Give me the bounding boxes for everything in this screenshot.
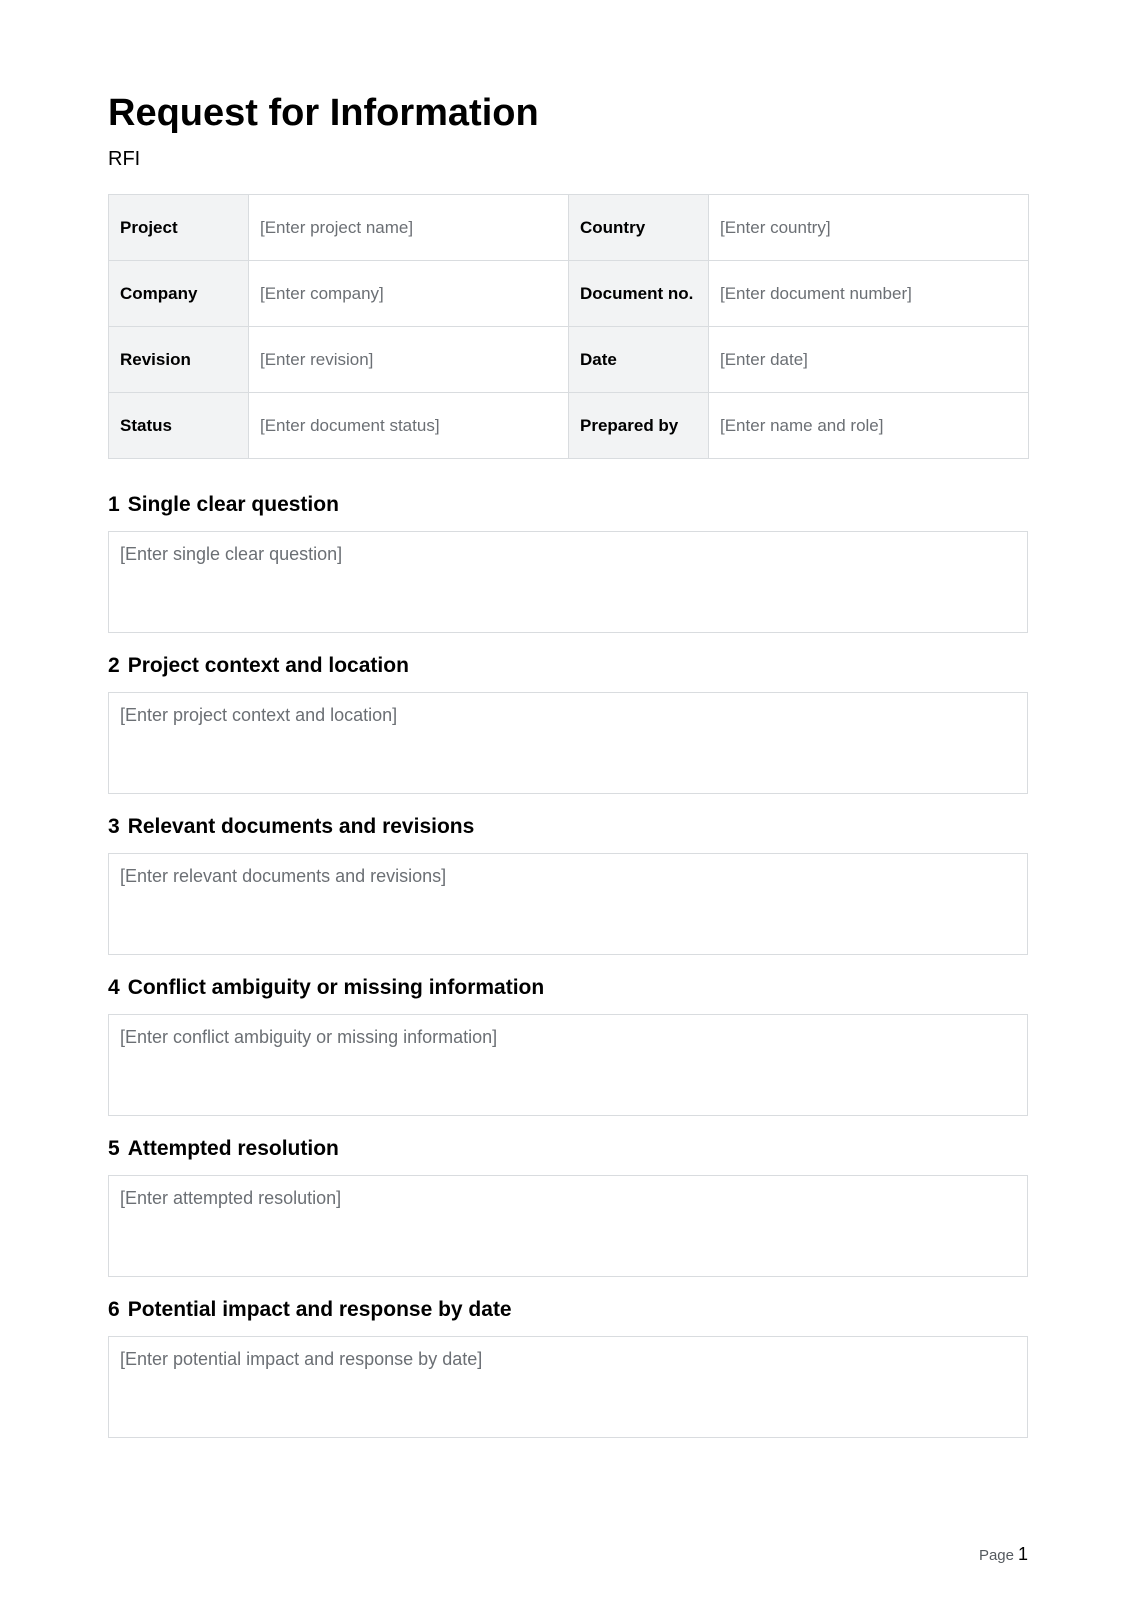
section-single-clear-question	[108, 491, 1028, 633]
section-conflict-ambiguity	[108, 974, 1028, 1116]
date-field[interactable]: [Enter date]	[709, 327, 1029, 393]
document-number-label: Document no.	[569, 261, 709, 327]
date-label: Date	[569, 327, 709, 393]
section-heading	[108, 974, 1028, 1002]
status-label: Status	[109, 393, 249, 459]
potential-impact-field[interactable]: [Enter potential impact and response by date]	[108, 1336, 1028, 1438]
section-number: 2	[108, 654, 120, 677]
page-title: Request for Information	[108, 92, 539, 134]
company-label: Company	[109, 261, 249, 327]
conflict-ambiguity-field[interactable]: [Enter conflict ambiguity or missing information]	[108, 1014, 1028, 1116]
section-project-context	[108, 652, 1028, 794]
revision-field[interactable]: [Enter revision]	[249, 327, 569, 393]
page-number: 1	[1017, 1544, 1028, 1564]
table-row	[109, 195, 1029, 261]
page-footer	[979, 1544, 1028, 1565]
section-heading	[108, 1296, 1028, 1324]
document-number-field[interactable]: [Enter document number]	[709, 261, 1029, 327]
project-label: Project	[109, 195, 249, 261]
attempted-resolution-field[interactable]: [Enter attempted resolution]	[108, 1175, 1028, 1277]
page-label: Page	[978, 1547, 1014, 1564]
section-title: Conflict ambiguity or missing information	[127, 976, 545, 999]
section-potential-impact	[108, 1296, 1028, 1438]
company-field[interactable]: [Enter company]	[249, 261, 569, 327]
section-attempted-resolution	[108, 1135, 1028, 1277]
section-number: 1	[108, 493, 120, 516]
section-number: 5	[108, 1137, 120, 1160]
page-subtitle: RFI	[108, 148, 141, 170]
revision-label: Revision	[109, 327, 249, 393]
project-field[interactable]: [Enter project name]	[249, 195, 569, 261]
section-title: Potential impact and response by date	[127, 1298, 512, 1321]
table-row	[109, 327, 1029, 393]
section-title: Relevant documents and revisions	[127, 815, 475, 838]
country-field[interactable]: [Enter country]	[709, 195, 1029, 261]
section-title: Project context and location	[127, 654, 409, 677]
table-row	[109, 261, 1029, 327]
relevant-documents-field[interactable]: [Enter relevant documents and revisions]	[108, 853, 1028, 955]
section-number: 4	[108, 976, 120, 999]
section-title: Attempted resolution	[127, 1137, 339, 1160]
section-heading	[108, 491, 1028, 519]
section-number: 6	[108, 1298, 120, 1321]
country-label: Country	[569, 195, 709, 261]
table-row	[109, 393, 1029, 459]
section-heading	[108, 652, 1028, 680]
prepared-by-field[interactable]: [Enter name and role]	[709, 393, 1029, 459]
section-heading	[108, 1135, 1028, 1163]
project-context-field[interactable]: [Enter project context and location]	[108, 692, 1028, 794]
single-clear-question-field[interactable]: [Enter single clear question]	[108, 531, 1028, 633]
prepared-by-label: Prepared by	[569, 393, 709, 459]
section-number: 3	[108, 815, 120, 838]
status-field[interactable]: [Enter document status]	[249, 393, 569, 459]
section-title: Single clear question	[127, 493, 339, 516]
section-heading	[108, 813, 1028, 841]
section-relevant-documents	[108, 813, 1028, 955]
project-info-table	[108, 194, 1029, 459]
